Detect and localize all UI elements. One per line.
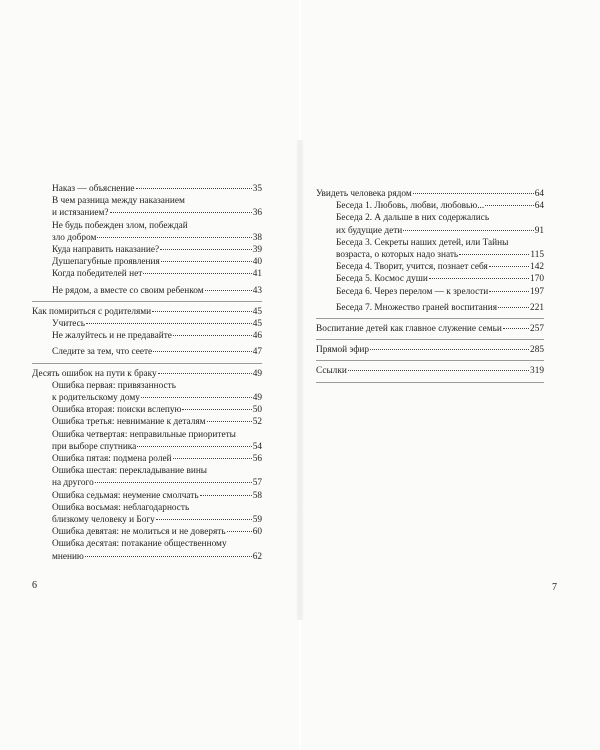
toc-entry (32, 404, 262, 416)
toc-entry (316, 273, 544, 285)
toc-entry (32, 490, 262, 502)
toc-entry-title-line: Ошибка четвертая: неправильные приоритеты (52, 429, 236, 440)
toc-entry-title-line: Не рядом, а вместе со своим ребенком (52, 285, 204, 296)
leader-dots (173, 335, 252, 336)
leader-dots (403, 230, 533, 231)
toc-entry-title-line: зло добром (52, 232, 97, 243)
toc-entry-title-line: Прямой эфир (316, 345, 370, 356)
toc-entry-title-line: к родительскому дому (52, 393, 140, 404)
toc-entry-title-line: Беседа 7. Множество граней воспитания (336, 302, 498, 313)
toc-section-entry (316, 188, 544, 200)
toc-entry (316, 200, 544, 212)
toc-entry-title-line: Ошибка девятая: не молиться и не доверять (52, 527, 226, 538)
toc-entry-title-line: Ошибка седьмая: неумение смолчать (52, 490, 199, 501)
leader-dots (110, 212, 252, 213)
toc-entry (32, 244, 262, 256)
toc-entry-title-line: Душепагубные проявления (52, 257, 160, 268)
toc-entry-title-line: при выборе спутника (52, 441, 137, 452)
toc-page-number: 257 (530, 324, 544, 335)
toc-page-number: 38 (252, 232, 262, 243)
toc-page-number: 47 (252, 347, 262, 358)
toc-entry-title-line: Ошибка шестая: перекладывание вины (52, 466, 208, 477)
page-number-left: 6 (32, 580, 37, 591)
toc-entry (316, 237, 544, 261)
toc-entry (32, 195, 262, 219)
leader-dots (200, 495, 252, 496)
toc-entry (32, 538, 262, 562)
toc-entry-title-line: Ошибка третья: невнимание к деталям (52, 417, 206, 428)
toc-entry-title-line: Ошибка первая: привязанность (52, 380, 176, 391)
toc-entry-title-line: Не жалуйтесь и не предавайте (52, 331, 172, 342)
toc-page-number: 50 (252, 405, 262, 416)
toc-entry-title-line: близкому человеку и Богу (52, 515, 155, 526)
leader-dots (161, 261, 252, 262)
toc-page-number: 115 (530, 250, 544, 261)
toc-page-number: 36 (252, 208, 262, 219)
toc-entry-title-line: Беседа 6. Через перелом — к зрелости (336, 286, 489, 297)
toc-page-number: 91 (534, 225, 544, 236)
leader-dots (86, 323, 252, 324)
toc-page-number: 62 (252, 551, 262, 562)
toc-entry-title-line: Беседа 1. Любовь, любви, любовью... (336, 201, 485, 212)
toc-entry-title-line: Десять ошибок на пути к браку (32, 368, 157, 379)
toc-entry (32, 268, 262, 280)
toc-page-number: 45 (252, 306, 262, 317)
toc-page-number: 40 (252, 257, 262, 268)
toc-entry (32, 183, 262, 195)
toc-entry (316, 261, 544, 273)
leader-dots (429, 278, 529, 279)
leader-dots (137, 446, 251, 447)
toc-entry-title-line: мнению (52, 551, 84, 562)
toc-entry (32, 256, 262, 268)
toc-page-number: 54 (252, 441, 262, 452)
toc-entry-title-line: их будущие дети (336, 225, 403, 236)
toc-page-number: 58 (252, 490, 262, 501)
toc-page-number: 43 (252, 285, 262, 296)
toc-section-entry (32, 306, 262, 318)
toc-entry (32, 330, 262, 342)
toc-entry (316, 286, 544, 298)
toc-entry-title-line: Увидеть человека рядом (316, 189, 412, 199)
toc-page-number: 41 (252, 269, 262, 280)
toc-entry-title-line: Ошибка пятая: подмена ролей (52, 454, 172, 465)
toc-entry-title-line: Следите за тем, что сеете (52, 347, 153, 358)
toc-entry-title-line: Беседа 5. Космос души (336, 274, 428, 285)
toc-page-number: 56 (252, 454, 262, 465)
toc-page-number: 170 (530, 274, 544, 285)
toc-entry-title-line: Куда направить наказание? (52, 245, 160, 256)
leader-dots (207, 421, 252, 422)
leader-dots (498, 307, 529, 308)
leader-dots (182, 409, 251, 410)
table-of-contents-left (32, 183, 262, 563)
leader-dots (485, 205, 534, 206)
toc-entry-title-line: Ошибка восьмая: неблагодарность (52, 502, 190, 513)
leader-dots (143, 273, 251, 274)
toc-section-entry (316, 344, 544, 361)
toc-entry-title-line: и истязанием? (52, 208, 109, 219)
toc-page-number: 49 (252, 393, 262, 404)
toc-page-number: 46 (252, 331, 262, 342)
toc-page-number: 142 (530, 262, 544, 273)
toc-entry-title-line: Наказ — объяснение (52, 184, 135, 194)
toc-page-number: 319 (530, 366, 544, 377)
leader-dots (173, 458, 252, 459)
toc-entry (32, 318, 262, 330)
toc-entry-title-line: Воспитание детей как главное служение семьи (316, 324, 502, 335)
page-number-right: 7 (552, 582, 557, 593)
toc-entry (32, 220, 262, 244)
toc-entry-title-line: Беседа 3. Секреты наших детей, или Тайны (336, 237, 509, 248)
leader-dots (413, 193, 534, 194)
toc-entry-title-line: Беседа 4. Творит, учится, познает себя (336, 262, 488, 273)
toc-page-number: 57 (252, 478, 262, 489)
leader-dots (152, 311, 252, 312)
toc-section-entry (32, 368, 262, 380)
leader-dots (85, 556, 252, 557)
toc-entry-title-line: Когда победителей нет (52, 269, 143, 280)
leader-dots (205, 290, 252, 291)
leader-dots (136, 188, 252, 189)
leader-dots (158, 373, 252, 374)
toc-entry (32, 380, 262, 404)
toc-entry (32, 502, 262, 526)
toc-page-number: 64 (534, 201, 544, 212)
toc-entry (316, 212, 544, 236)
leader-dots (97, 237, 251, 238)
toc-section-entry (316, 365, 544, 382)
toc-entry-title-line: Ссылки (316, 366, 347, 377)
toc-entry-title-line: возраста, о которых надо знать (336, 250, 459, 261)
leader-dots (370, 349, 529, 350)
toc-entry (32, 465, 262, 489)
toc-page-number: 52 (252, 417, 262, 428)
toc-entry-title-line: Беседа 2. А дальше в них содержались (336, 213, 490, 224)
leader-dots (348, 370, 529, 371)
leader-dots (160, 249, 252, 250)
toc-entry-title-line: Не будь побежден злом, побеждай (52, 220, 188, 231)
toc-section-entry (316, 323, 544, 340)
leader-dots (95, 482, 252, 483)
toc-entry-title-line: В чем разница между наказанием (52, 196, 185, 207)
leader-dots (503, 328, 529, 329)
toc-page-number: 285 (530, 345, 544, 356)
toc-entry-title-line: на другого (52, 478, 94, 489)
toc-page-number: 39 (252, 245, 262, 256)
toc-entry-title-line: Учитесь (52, 319, 86, 330)
leader-dots (227, 531, 252, 532)
leader-dots (141, 397, 252, 398)
leader-dots (489, 266, 529, 267)
toc-entry (32, 453, 262, 465)
toc-page-number: 64 (534, 189, 544, 199)
toc-page-number: 35 (252, 184, 262, 194)
table-of-contents-right (316, 188, 544, 387)
toc-entry (316, 302, 544, 319)
leader-dots (489, 291, 529, 292)
toc-page-number: 197 (530, 286, 544, 297)
toc-entry (32, 429, 262, 453)
toc-entry (32, 526, 262, 538)
book-gutter (296, 140, 304, 620)
toc-page-number: 221 (530, 302, 544, 313)
toc-page-number: 49 (252, 368, 262, 379)
toc-entry (32, 346, 262, 363)
toc-page-number: 45 (252, 319, 262, 330)
leader-dots (153, 351, 252, 352)
toc-page-number: 60 (252, 527, 262, 538)
toc-entry-title-line: Как помириться с родителями (32, 306, 152, 317)
leader-dots (156, 519, 252, 520)
toc-entry (32, 416, 262, 428)
toc-entry-title-line: Ошибка десятая: потакание общественному (52, 539, 227, 550)
leader-dots (459, 254, 529, 255)
toc-entry (32, 285, 262, 302)
toc-page-number: 59 (252, 515, 262, 526)
toc-entry-title-line: Ошибка вторая: поиски вслепую (52, 405, 182, 416)
